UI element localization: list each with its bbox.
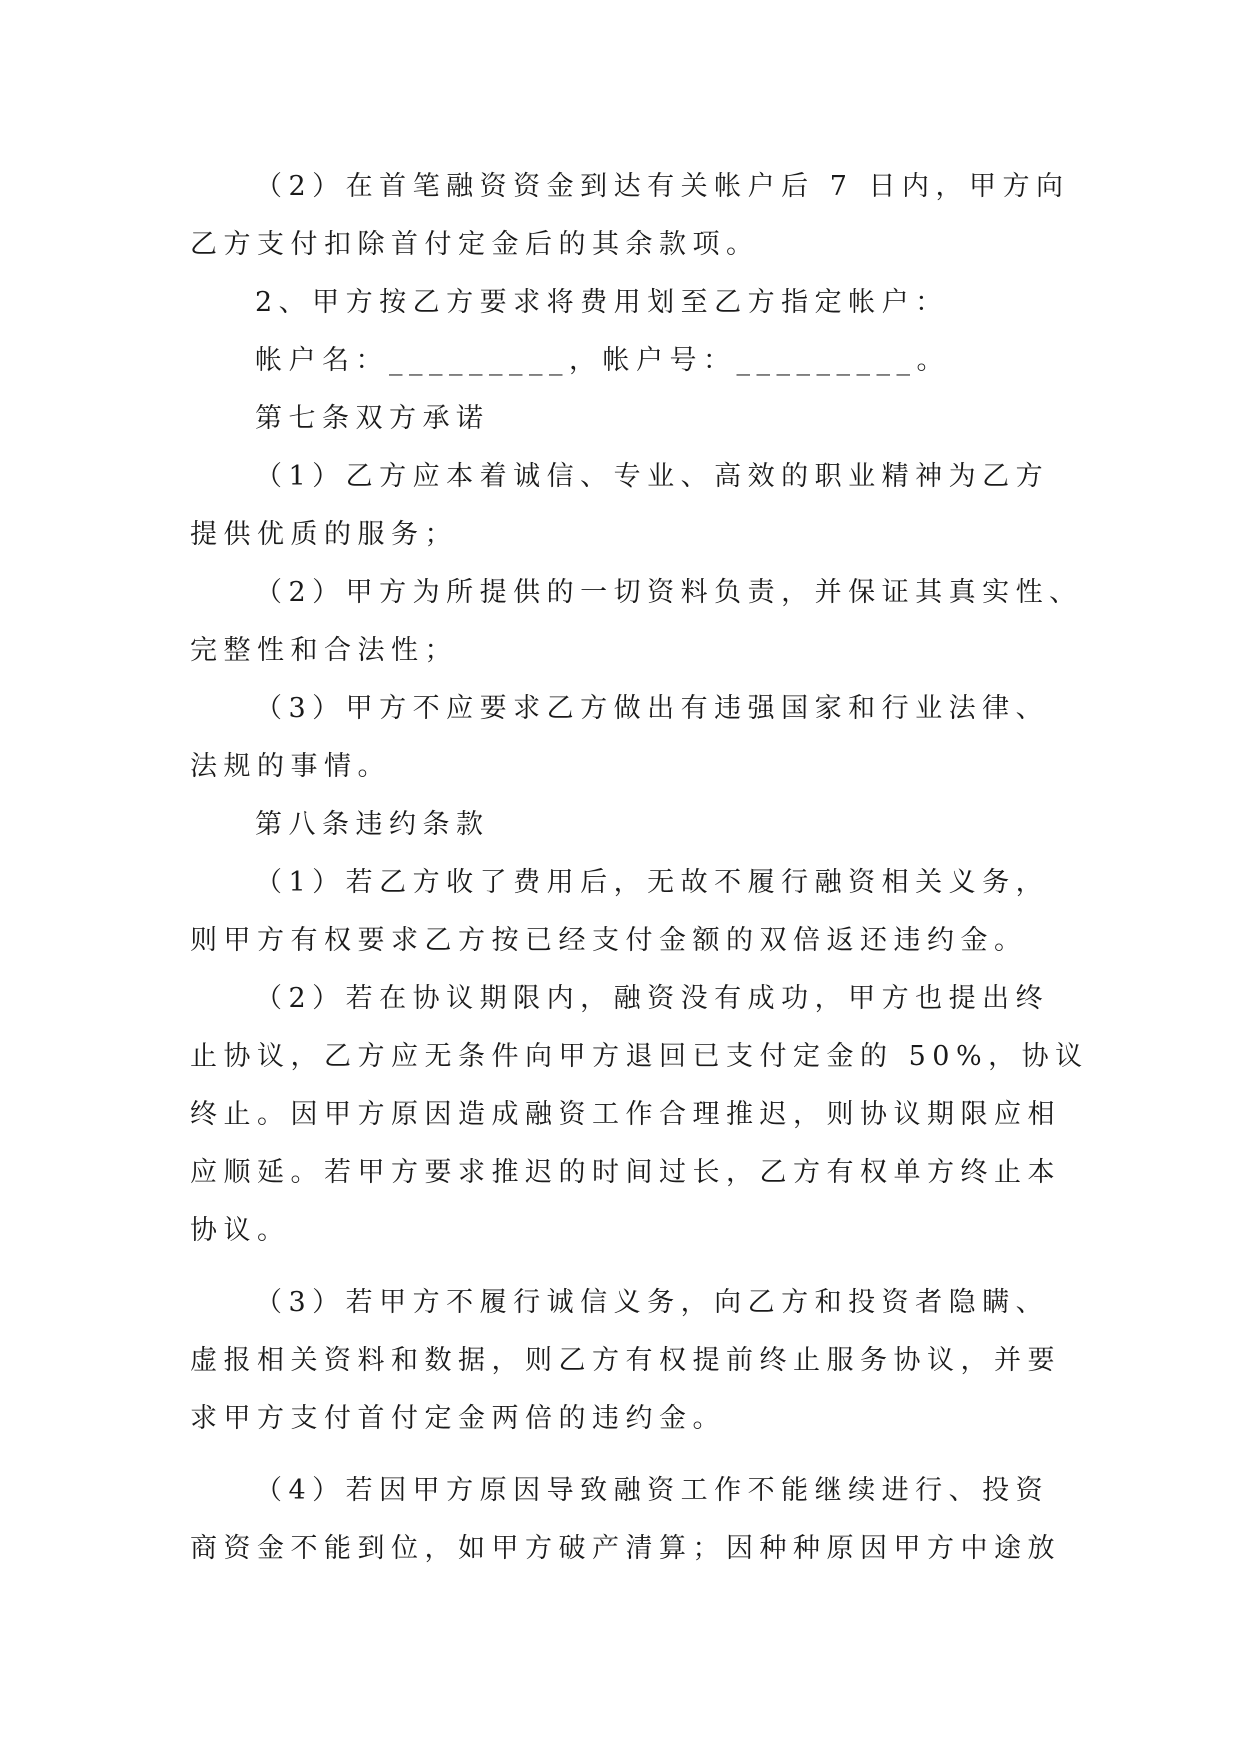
paragraph-line: 止协议，乙方应无条件向甲方退回已支付定金的 50%，协议 [190, 1041, 1089, 1072]
paragraph-line: （1）乙方应本着诚信、专业、高效的职业精神为乙方 [255, 461, 1050, 492]
paragraph-line: （3）若甲方不履行诚信义务，向乙方和投资者隐瞒、 [255, 1287, 1050, 1318]
paragraph-line: （2）若在协议期限内，融资没有成功，甲方也提出终 [255, 983, 1050, 1014]
paragraph-line: 法规的事情。 [190, 751, 391, 782]
paragraph-line: 完整性和合法性； [190, 635, 458, 666]
paragraph-line: （4）若因甲方原因导致融资工作不能继续进行、投资 [255, 1475, 1050, 1506]
account-info-line: 帐户名：_________，帐户号：_________。 [255, 345, 950, 376]
paragraph-line: （2）在首笔融资资金到达有关帐户后 7 日内，甲方向 [255, 171, 1070, 202]
paragraph-line: 商资金不能到位，如甲方破产清算；因种种原因甲方中途放 [190, 1533, 1061, 1564]
paragraph-line: 虚报相关资料和数据，则乙方有权提前终止服务协议，并要 [190, 1345, 1061, 1376]
section-heading: 第七条双方承诺 [255, 403, 490, 434]
section-heading: 第八条违约条款 [255, 809, 490, 840]
paragraph-line: （1）若乙方收了费用后，无故不履行融资相关义务， [255, 867, 1050, 898]
paragraph-line: 2、甲方按乙方要求将费用划至乙方指定帐户： [255, 287, 949, 318]
document-body [190, 158, 1089, 1578]
paragraph-line: （2）甲方为所提供的一切资料负责，并保证其真实性、 [255, 577, 1083, 608]
paragraph-line: 协议。 [190, 1215, 291, 1246]
paragraph-line: （3）甲方不应要求乙方做出有违强国家和行业法律、 [255, 693, 1050, 724]
paragraph-line: 提供优质的服务； [190, 519, 458, 550]
paragraph-line: 终止。因甲方原因造成融资工作合理推迟，则协议期限应相 [190, 1099, 1061, 1130]
paragraph-line: 乙方支付扣除首付定金后的其余款项。 [190, 229, 760, 260]
paragraph-line: 求甲方支付首付定金两倍的违约金。 [190, 1403, 726, 1434]
paragraph-line: 则甲方有权要求乙方按已经支付金额的双倍返还违约金。 [190, 925, 1028, 956]
paragraph-line: 应顺延。若甲方要求推迟的时间过长，乙方有权单方终止本 [190, 1157, 1061, 1188]
